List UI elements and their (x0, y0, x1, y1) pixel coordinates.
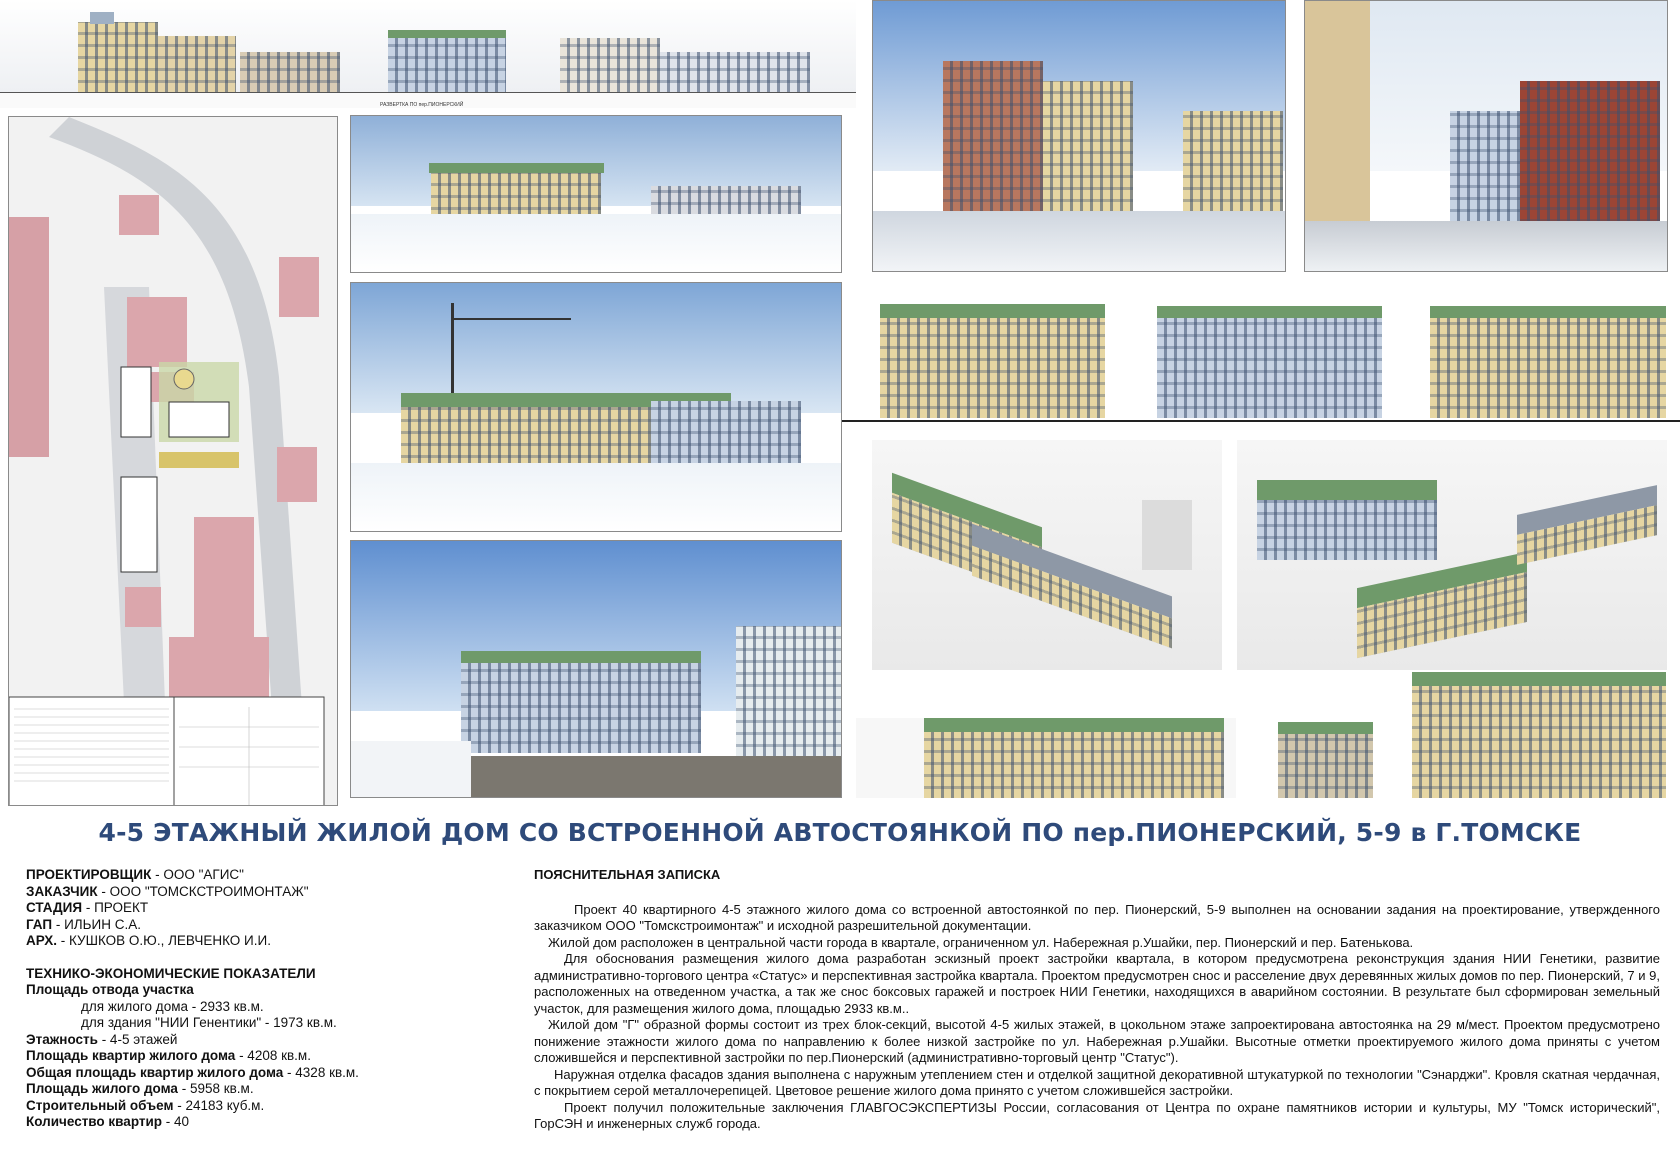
divider-line (842, 420, 1680, 422)
plot-house: для жилого дома - 2933 кв.м. (81, 998, 264, 1014)
plot-nii: для здания "НИИ Генентики" - 1973 кв.м. (81, 1015, 337, 1030)
project-info (26, 867, 496, 1131)
elevation-render-3 (1412, 672, 1666, 798)
total-apt-area-line: Общая площадь квартир жилого дома - 4328 кв.м. (26, 1064, 359, 1080)
client-line: ЗАКАЗЧИК - ООО "ТОМСКСТРОИМОНТАЖ" (26, 883, 309, 899)
house-area-line: Площадь жилого дома - 5958 кв.м. (26, 1081, 254, 1096)
designer-line: ПРОЕКТИРОВЩИК - ООО "АГИС" (26, 867, 244, 882)
photo-winter-street-2 (350, 282, 842, 532)
arch-line: АРХ. - КУШКОВ О.Ю., ЛЕВЧЕНКО И.И. (26, 933, 271, 948)
apt-area-line: Площадь квартир жилого дома - 4208 кв.м. (26, 1048, 311, 1063)
elevation-render-1 (856, 718, 1236, 798)
elevation-render-2 (1278, 722, 1373, 798)
render-3d-aerial-2 (1237, 440, 1667, 670)
page-title: 4-5 ЭТАЖНЫЙ ЖИЛОЙ ДОМ СО ВСТРОЕННОЙ АВТОСТОЯНКОЙ ПО пер.ПИОНЕРСКИЙ, 5-9 в Г.ТОМСКЕ (98, 818, 1582, 847)
photo-street-perspective (1304, 0, 1668, 272)
photo-street-corner (872, 0, 1286, 272)
note-paragraph-6: Проект получил положительные заключения ГЛАВГОСЭКСПЕРТИЗЫ России, согласования от Центра по охране памятников истории и культуры, МУ "Томск исторический", ГорСЭН и инженерных служб города. (534, 1099, 1660, 1131)
gap-line: ГАП - ИЛЬИН С.А. (26, 916, 141, 932)
render-3d-aerial-1 (872, 440, 1222, 670)
indicators-heading: ТЕХНИКО-ЭКОНОМИЧЕСКИЕ ПОКАЗАТЕЛИ (26, 965, 316, 981)
note-paragraph-4: Жилой дом "Г" образной формы состоит из трех блок-секций, высотой 4-5 жилых этажей, в цокольном этаже запроектирована автостоянка на 29 м/мест. Проектом предусмотрено понижение этажности жилого дома по направлению к более низкой застройке по ул. Набережная р.Ушайки. Высотные отметки проектируемого жилого дома приняты с учетом сложившейся и перспективной застройки по пер.Пионерский (административно-торговый центр "Статус"). (534, 1017, 1660, 1065)
stage-line: СТАДИЯ - ПРОЕКТ (26, 900, 149, 915)
facade-render-1 (880, 296, 1105, 418)
site-plan-drawing (9, 117, 338, 806)
street-elevation-drawing (0, 0, 856, 108)
note-paragraph-5: Наружная отделка фасадов здания выполнена с наружным утеплением стен и отделкой защитной декоративной штукатуркой по технологии "Сэнарджи". Кровля скатная чердачная, с покрытием серой металлочерепицей. Цветовое решение жилого дома принято с учетом сложившейся застройки. (534, 1066, 1660, 1098)
note-paragraph-1: Проект 40 квартирного 4-5 этажного жилого дома со встроенной автостоянкой по пер. Пионерский, 5-9 выполнен на основании задания на проектирование, утвержденного заказчиком ООО "Томскстроимонтаж" и исходной разрешительной документации. (534, 901, 1660, 933)
volume-line: Строительный объем - 24183 куб.м. (26, 1097, 265, 1113)
facade-render-2 (1157, 298, 1382, 418)
note-heading: ПОЯСНИТЕЛЬНАЯ ЗАПИСКА (534, 867, 721, 882)
floors-line: Этажность - 4-5 этажей (26, 1031, 178, 1047)
facade-render-3 (1430, 298, 1666, 418)
note-paragraph-2: Жилой дом расположен в центральной части города в квартале, ограниченном ул. Набережная р.Ушайки, пер. Пионерский и пер. Батенькова. (548, 934, 1414, 950)
elevation-caption: РАЗВЕРТКА ПО пер.ПИОНЕРСКИЙ (380, 102, 464, 108)
explanatory-note (534, 867, 1660, 1133)
plot-area-label: Площадь отвода участка (26, 982, 194, 997)
site-plan (8, 116, 338, 806)
photo-winter-street-1 (350, 115, 842, 273)
photo-winter-street-3 (350, 540, 842, 798)
note-paragraph-3: Для обоснования размещения жилого дома разработан эскизный проект застройки квартала, в котором предусмотрена реконструкция здания НИИ Генетики, развитие административно-торгового центра «Статус» и перспективная застройка квартала. Проектом предусмотрен снос и расселение двух деревянных жилых домов по пер. Пионерский, 7 и 9, расположенных на отведенном участка, а так же снос боксовых гаражей и построек НИИ Генетики, находящихся в аварийном состоянии. В результате был сформирован земельный участок, для размещения жилого дома, площадью 2933 кв.м.. (534, 951, 1660, 1016)
apartments-line: Количество квартир - 40 (26, 1114, 190, 1129)
